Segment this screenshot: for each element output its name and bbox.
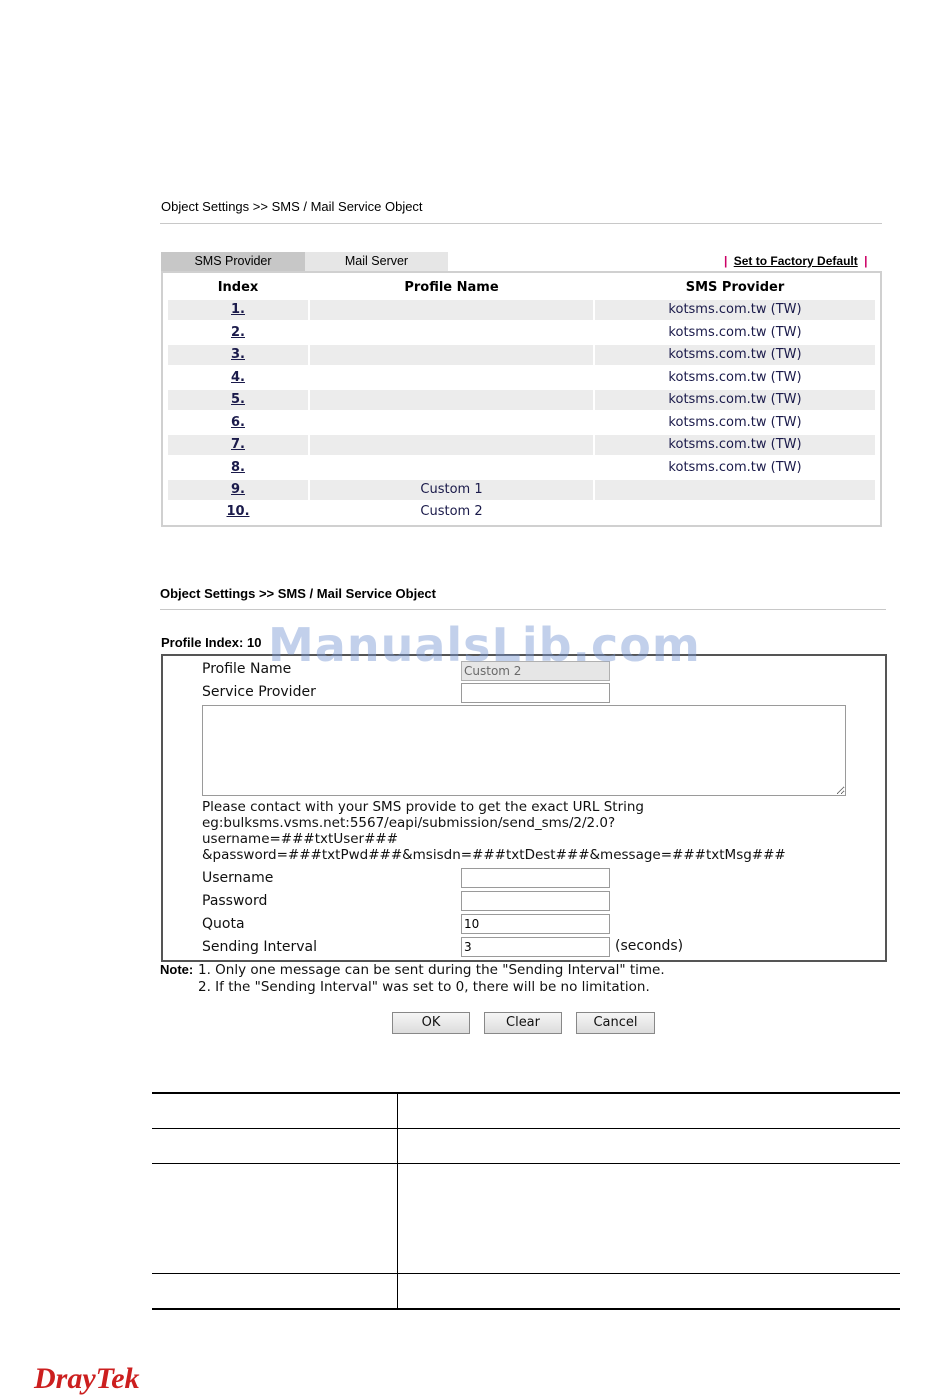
index-link[interactable]: 5. <box>231 392 245 407</box>
watermark: ManualsLib.com <box>268 618 701 672</box>
description-table <box>152 1092 900 1310</box>
divider <box>160 223 882 224</box>
index-link[interactable]: 3. <box>231 347 245 362</box>
sms-provider-cell <box>595 480 875 500</box>
seconds-unit: (seconds) <box>615 938 684 954</box>
set-to-factory-default-link[interactable]: Set to Factory Default <box>733 254 858 268</box>
sms-provider-cell: kotsms.com.tw (TW) <box>668 415 802 430</box>
breadcrumb: Object Settings >> SMS / Mail Service Object <box>160 586 436 601</box>
table-row <box>163 435 880 455</box>
hint-line: eg:bulksms.vsms.net:5567/eapi/submission/send_sms/2/2.0? <box>202 815 616 831</box>
username-input[interactable] <box>461 868 610 888</box>
note-line: 1. Only one message can be sent during the "Sending Interval" time. <box>198 962 665 978</box>
profile-name-cell <box>310 435 593 455</box>
table-row <box>163 480 880 500</box>
profile-name-cell <box>310 458 593 478</box>
draytek-logo: DrayTek <box>34 1362 140 1395</box>
table-column-divider <box>397 1092 398 1310</box>
index-link[interactable]: 9. <box>231 482 245 497</box>
profile-name-cell <box>310 323 593 343</box>
index-link[interactable]: 7. <box>231 437 245 452</box>
hint-line: username=###txtUser### <box>202 831 399 847</box>
profile-name-cell <box>310 300 593 320</box>
url-hint-text <box>202 799 786 863</box>
separator: | <box>724 254 728 268</box>
url-string-textarea[interactable] <box>202 705 846 796</box>
table-row <box>163 368 880 388</box>
service-provider-input[interactable] <box>461 683 610 703</box>
factory-default-group <box>724 254 867 268</box>
tab-sms-provider[interactable]: SMS Provider <box>161 252 305 271</box>
table-row <box>163 345 880 365</box>
column-header-profile-name: Profile Name <box>404 280 499 295</box>
quota-input[interactable] <box>461 914 610 934</box>
username-label: Username <box>202 870 274 886</box>
index-link[interactable]: 8. <box>231 460 245 475</box>
index-link[interactable]: 6. <box>231 415 245 430</box>
table-bottom-border <box>152 1308 900 1310</box>
table-row-divider <box>152 1273 900 1274</box>
table-row <box>163 390 880 410</box>
sms-provider-table <box>161 271 882 527</box>
profile-name-cell: Custom 1 <box>310 480 593 500</box>
note-label: Note: <box>160 962 194 977</box>
separator: | <box>864 254 868 268</box>
sms-provider-cell: kotsms.com.tw (TW) <box>595 390 875 410</box>
profile-name-cell <box>310 390 593 410</box>
profile-name-cell <box>310 368 593 388</box>
breadcrumb: Object Settings >> SMS / Mail Service Object <box>161 199 423 214</box>
table-row <box>163 300 880 320</box>
profile-name-cell <box>310 413 593 433</box>
sending-interval-input[interactable] <box>461 937 610 957</box>
column-header-index: Index <box>217 280 259 295</box>
service-provider-label: Service Provider <box>202 684 316 700</box>
table-row-divider <box>152 1128 900 1129</box>
table-row <box>163 413 880 433</box>
quota-label: Quota <box>202 916 245 932</box>
profile-name-cell <box>310 345 593 365</box>
sms-provider-cell <box>595 502 875 522</box>
sms-provider-cell: kotsms.com.tw (TW) <box>668 325 802 340</box>
profile-name-label: Profile Name <box>202 661 292 677</box>
cancel-button[interactable]: Cancel <box>576 1012 655 1034</box>
clear-button[interactable]: Clear <box>484 1012 562 1034</box>
index-link[interactable]: 2. <box>231 325 245 340</box>
index-link[interactable]: 1. <box>231 302 245 317</box>
index-link[interactable]: 4. <box>231 370 245 385</box>
tab-mail-server[interactable]: Mail Server <box>305 252 448 271</box>
sms-provider-cell: kotsms.com.tw (TW) <box>595 435 875 455</box>
hint-line: Please contact with your SMS provide to get the exact URL String <box>202 799 645 815</box>
ok-button[interactable]: OK <box>392 1012 470 1034</box>
table-row <box>163 458 880 478</box>
note-line: 2. If the "Sending Interval" was set to 0, there will be no limitation. <box>198 979 650 995</box>
table-row <box>163 323 880 343</box>
table-top-border <box>152 1092 900 1094</box>
sms-provider-cell: kotsms.com.tw (TW) <box>595 345 875 365</box>
hint-line: &password=###txtPwd###&msisdn=###txtDest###&message=###txtMsg### <box>202 847 786 863</box>
column-header-sms-provider: SMS Provider <box>685 280 785 295</box>
profile-index-label: Profile Index: 10 <box>161 635 262 650</box>
password-label: Password <box>202 893 268 909</box>
sms-provider-cell: kotsms.com.tw (TW) <box>668 460 802 475</box>
table-row-divider <box>152 1163 900 1164</box>
password-input[interactable] <box>461 891 610 911</box>
index-link[interactable]: 10. <box>226 504 250 519</box>
table-row <box>163 502 880 522</box>
sms-provider-cell: kotsms.com.tw (TW) <box>668 370 802 385</box>
sending-interval-label: Sending Interval <box>202 939 317 955</box>
profile-form <box>161 654 887 962</box>
profile-name-cell: Custom 2 <box>420 504 483 519</box>
divider <box>160 609 886 610</box>
sms-provider-cell: kotsms.com.tw (TW) <box>595 300 875 320</box>
